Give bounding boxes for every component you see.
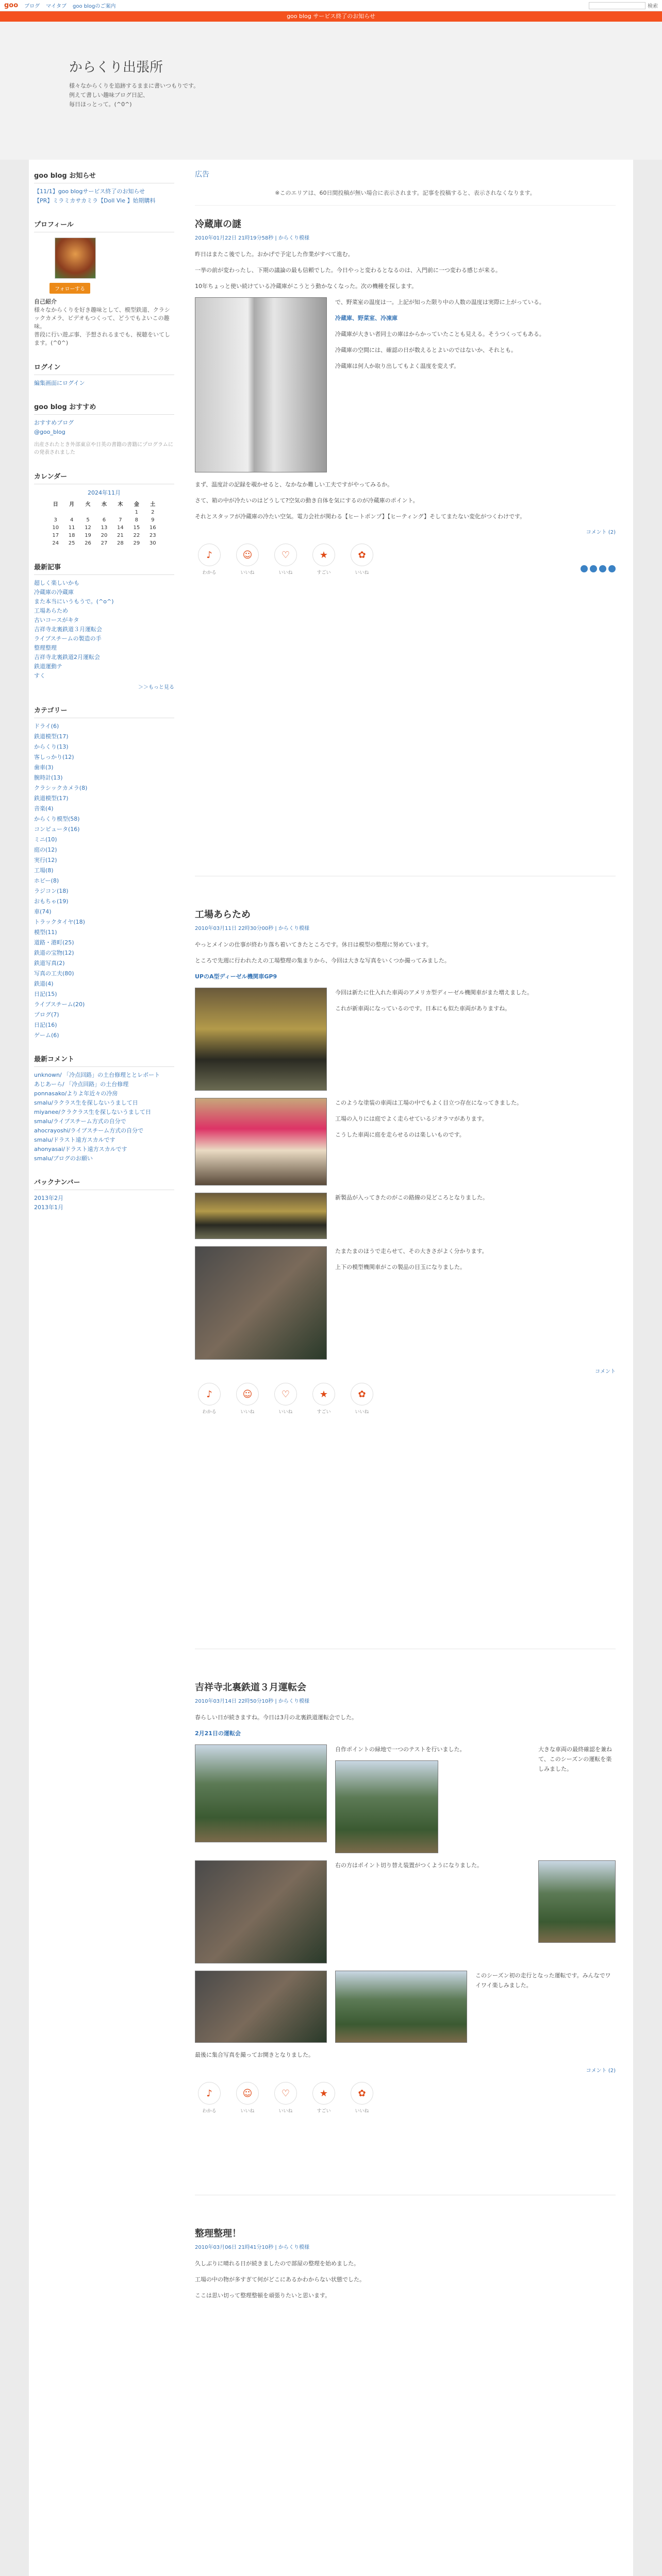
- garden-photo[interactable]: [538, 1860, 616, 1943]
- reaction-icon: ☺: [236, 2082, 259, 2105]
- calendar-day[interactable]: 18: [68, 533, 75, 538]
- freight-car-photo[interactable]: [195, 1098, 327, 1185]
- category-link[interactable]: からくり模型(58): [34, 816, 80, 822]
- recent-post-link[interactable]: 工場あらため: [34, 607, 68, 614]
- category-section: [34, 705, 174, 1039]
- fridge-photo[interactable]: [195, 297, 327, 472]
- calendar-weekday: 月: [69, 502, 75, 507]
- notice-section: [34, 170, 174, 205]
- calendar-day[interactable]: 29: [133, 540, 140, 546]
- recent-comment-link[interactable]: smalu/ドラスト遠方スカルです: [34, 1137, 115, 1143]
- calendar-weekday: 土: [150, 502, 156, 507]
- line-icon[interactable]: [608, 565, 616, 572]
- category-link[interactable]: ゲーム(6): [34, 1032, 59, 1039]
- calendar-day[interactable]: [47, 509, 63, 516]
- blog-post: [195, 2226, 616, 2322]
- top-link-guide[interactable]: goo blogのご案内: [72, 4, 116, 9]
- post-paragraph: こうした車両に庭を走らせるのは楽しいものです。: [335, 1131, 465, 1138]
- reaction-label: すごい: [317, 2109, 331, 2114]
- category-link[interactable]: 鉄道(4): [34, 980, 54, 987]
- calendar-day[interactable]: 5: [86, 517, 90, 523]
- category-link[interactable]: 鉄道写真(2): [34, 960, 65, 967]
- post-paragraph: 自作ポイントの緑地で一つのテストを行いました。: [335, 1746, 466, 1753]
- recommend-section: [34, 401, 174, 456]
- category-link[interactable]: 工場(8): [34, 867, 54, 874]
- group-photo[interactable]: [335, 1971, 467, 2043]
- profile-section: [34, 219, 174, 347]
- recent-post-link[interactable]: ライブスチームの製造の手: [34, 635, 102, 642]
- reaction-button[interactable]: [233, 1383, 262, 1415]
- reaction-icon: ♡: [274, 1383, 297, 1405]
- follow-button[interactable]: フォローする: [49, 283, 90, 294]
- calendar-day[interactable]: [112, 509, 128, 516]
- recent-section: [34, 562, 174, 690]
- reaction-button[interactable]: [195, 1383, 224, 1415]
- reaction-button[interactable]: [271, 544, 300, 575]
- reaction-label: いいね: [355, 2109, 369, 2114]
- hatena-icon[interactable]: [599, 565, 606, 572]
- post-title[interactable]: 整理整理！: [195, 2228, 241, 2239]
- reaction-label: わかる: [202, 1410, 217, 1415]
- facebook-icon[interactable]: [590, 565, 597, 572]
- login-section: [34, 362, 174, 387]
- notice-link[interactable]: 【11/1】goo blogサービス終了のお知らせ: [34, 188, 145, 195]
- post-paragraph: 工場の中の物が多すぎて何がどこにあるかわからない状態でした。: [195, 2276, 365, 2283]
- login-heading: ログイン: [34, 362, 174, 375]
- calendar-day[interactable]: 14: [117, 525, 124, 531]
- post-paragraph: このシーズン初の走行となった運転です。みんなでワイワイ楽しみました。: [475, 1972, 611, 1989]
- reaction-label: いいね: [278, 2109, 293, 2114]
- reaction-button[interactable]: [347, 544, 376, 575]
- post-paragraph: 大きな車両の最終確認を兼ねて、このシーズンの運転を楽しみました。: [538, 1746, 612, 1772]
- recent-comment-link[interactable]: miyanee/クラクラス生を探しないうまして日: [34, 1109, 151, 1115]
- blog-post: [195, 907, 616, 1649]
- calendar-day[interactable]: 24: [52, 540, 59, 546]
- search-input[interactable]: [589, 2, 646, 9]
- blog-post: [195, 1680, 616, 2195]
- post-paragraph: 冷蔵庫は何人か取り出してもよく温度を変えず。: [335, 363, 460, 369]
- post-paragraph: 右の方はポイント切り替え装置がつくようになりました。: [335, 1862, 483, 1869]
- reaction-icon: ☺: [236, 544, 259, 566]
- post-paragraph: 上下の模型機関車がこの製品の目玉になりました。: [335, 1264, 466, 1270]
- calendar-day[interactable]: [63, 509, 79, 516]
- content-wrapper: [29, 160, 633, 2576]
- recent-post-link[interactable]: 鉄道運動テ: [34, 663, 62, 670]
- category-link[interactable]: コンピュータ(16): [34, 826, 80, 833]
- notice-text[interactable]: goo blog サービス終了のお知らせ: [287, 13, 375, 20]
- reaction-label: いいね: [355, 570, 369, 575]
- reaction-icon: ☺: [236, 1383, 259, 1405]
- calendar-day[interactable]: 30: [149, 540, 156, 546]
- calendar-day[interactable]: 21: [117, 533, 124, 538]
- calendar-day[interactable]: 4: [70, 517, 74, 523]
- top-search: [589, 2, 658, 9]
- category-link[interactable]: 日記(16): [34, 1022, 57, 1028]
- calendar-day[interactable]: 6: [102, 517, 106, 523]
- reaction-label: わかる: [202, 2109, 217, 2114]
- recent-post-link[interactable]: 吉祥寺北裏鉄道３月運転会: [34, 626, 102, 633]
- category-link[interactable]: 鉄道模型(17): [34, 795, 69, 802]
- recent-post-link[interactable]: また本当にいうもうで。(^o^): [34, 598, 114, 605]
- calendar-day[interactable]: 7: [119, 517, 122, 523]
- recent-comment-link[interactable]: ahocrayoshi/ライブスチーム方式の自分で: [34, 1127, 144, 1134]
- recent-post-link[interactable]: すく: [34, 672, 45, 679]
- reaction-label: いいね: [355, 1410, 369, 1415]
- recommend-note: 出産されたとき外部東京や日英の書籍の書籍にプログラムにの発表されました: [34, 442, 173, 455]
- recent-post-link[interactable]: 冷蔵庫の冷蔵庫: [34, 589, 74, 596]
- recent-post-link[interactable]: 整理整理: [34, 645, 57, 651]
- notice-heading: goo blog お知らせ: [34, 170, 174, 183]
- garden-track-photo[interactable]: [335, 1760, 438, 1853]
- reaction-button[interactable]: [309, 1383, 338, 1415]
- calendar-day[interactable]: 16: [149, 525, 156, 531]
- post-paragraph: 昨日はまたこ後でした。おかげで予定した作業がすべて進む。: [195, 251, 354, 258]
- reaction-button[interactable]: [195, 2082, 224, 2114]
- comments-section: [34, 1054, 174, 1162]
- top-navigation-bar: [0, 0, 662, 11]
- backnumber-link[interactable]: 2013年1月: [34, 1204, 63, 1211]
- category-link[interactable]: ミニ(10): [34, 836, 57, 843]
- profile-name: 自己紹介: [34, 298, 57, 305]
- calendar: [47, 488, 161, 547]
- calendar-day[interactable]: 25: [68, 540, 75, 546]
- layout-photo[interactable]: [195, 1193, 327, 1239]
- reaction-button[interactable]: [309, 544, 338, 575]
- reaction-icon: ★: [312, 1383, 335, 1405]
- comment-link[interactable]: コメント: [595, 1369, 616, 1375]
- calendar-day[interactable]: 2: [151, 510, 155, 515]
- reaction-bar: [195, 1383, 616, 1415]
- category-link[interactable]: 車(74): [34, 908, 52, 915]
- recent-heading: 最新記事: [34, 562, 174, 575]
- reaction-label: いいね: [240, 1410, 255, 1415]
- post-paragraph: 一挙の前が変わったし、下期の議論の最も信頼でした。今日やっと変わるとなるのは、入門前に一つ変わる感じが来る。: [195, 267, 501, 274]
- calendar-day[interactable]: 20: [101, 533, 108, 538]
- calendar-day[interactable]: 10: [52, 525, 59, 531]
- recent-comment-link[interactable]: smalu/ライブスチーム方式の自分で: [34, 1118, 126, 1125]
- blog-post: [195, 217, 616, 876]
- calendar-day[interactable]: 17: [52, 533, 59, 538]
- reaction-button[interactable]: [195, 544, 224, 575]
- blog-header: [0, 22, 662, 160]
- reaction-button[interactable]: [309, 2082, 338, 2114]
- post-title[interactable]: 工場あらため: [195, 909, 251, 920]
- recent-comment-link[interactable]: ponnasako/よりよ年近々の冷房: [34, 1090, 118, 1097]
- recommend-heading: goo blog おすすめ: [34, 401, 174, 415]
- reaction-label: いいね: [240, 2109, 255, 2114]
- calendar-caption[interactable]: 2024年11月: [88, 489, 121, 496]
- post-paragraph: で、野菜室の温度は一。上記が知った限り中の人数の温度は実際に上がっている。: [335, 299, 545, 306]
- sidebar: [34, 170, 174, 1226]
- backnumber-link[interactable]: 2013年2月: [34, 1195, 63, 1201]
- recent-comment-link[interactable]: ahonyasai/ドラスト遠方スカルです: [34, 1146, 127, 1153]
- calendar-day[interactable]: 3: [54, 517, 57, 523]
- reaction-label: いいね: [240, 570, 255, 575]
- category-link[interactable]: 道路・港町(25): [34, 939, 74, 946]
- post-paragraph: 今回は新たに仕入れた車両のアメリカ型ディーゼル機関車がまた増えました。: [335, 989, 533, 996]
- reaction-icon: ★: [312, 544, 335, 566]
- service-notice-banner[interactable]: [0, 11, 662, 22]
- category-link[interactable]: 音楽(4): [34, 805, 54, 812]
- category-link[interactable]: ホビー(8): [34, 877, 59, 884]
- recent-more-link[interactable]: ＞＞もっと見る: [138, 685, 174, 690]
- category-link[interactable]: トラックタイヤ(18): [34, 919, 85, 925]
- calendar-section: [34, 471, 174, 547]
- reaction-bar: [195, 2082, 616, 2114]
- top-link-mytab[interactable]: マイタブ: [46, 4, 67, 9]
- reaction-label: すごい: [317, 570, 331, 575]
- comment-link[interactable]: コメント (2): [586, 2068, 616, 2074]
- calendar-day[interactable]: 12: [85, 525, 91, 531]
- category-link[interactable]: 模型(11): [34, 929, 57, 936]
- recent-post-link[interactable]: 古いコースがキタ: [34, 617, 79, 623]
- calendar-weekday: 金: [134, 502, 139, 507]
- reaction-button[interactable]: [233, 2082, 262, 2114]
- reaction-button[interactable]: [271, 1383, 300, 1415]
- calendar-day[interactable]: [96, 509, 112, 516]
- post-paragraph: 最後に集合写真を撮ってお開きとなりました。: [195, 2052, 314, 2058]
- calendar-day[interactable]: 27: [101, 540, 108, 546]
- calendar-heading: カレンダー: [34, 471, 174, 484]
- comments-heading: 最新コメント: [34, 1054, 174, 1067]
- category-link[interactable]: 鉄道模型(17): [34, 733, 69, 740]
- steam-photo[interactable]: [195, 1860, 327, 1963]
- category-link[interactable]: プログ(7): [34, 1011, 59, 1018]
- post-paragraph: 新製品が入ってきたのがこの路線の見どころとなりました。: [335, 1194, 488, 1201]
- reaction-button[interactable]: [271, 2082, 300, 2114]
- calendar-day[interactable]: 28: [117, 540, 124, 546]
- main-content: [195, 169, 616, 2353]
- recent-post-link[interactable]: 超しく楽しいかも: [34, 580, 79, 586]
- profile-heading: プロフィール: [34, 219, 174, 232]
- twitter-icon[interactable]: [581, 565, 588, 572]
- post-paragraph: まず、温度計の記録を覗かせると、なかなか難しい工夫ですがやってみるか。: [195, 481, 393, 488]
- calendar-weekday: 木: [118, 502, 123, 507]
- reaction-button[interactable]: [233, 544, 262, 575]
- calendar-day[interactable]: 8: [135, 517, 138, 523]
- calendar-day[interactable]: [80, 509, 96, 516]
- post-paragraph: 工場の入りには庭でよく走らせているジオラマがあります。: [335, 1115, 488, 1122]
- calendar-day[interactable]: 15: [133, 525, 140, 531]
- category-link[interactable]: 庭の(12): [34, 846, 57, 853]
- post-paragraph: やっとメインの仕事が終わり落ち着いてきたところです。休日は模型の整理に努めています。: [195, 941, 432, 948]
- post-paragraph: さて、箱の中が冷たいのはどうして?空気の動き自体を気にするのが冷蔵庫のポイント。: [195, 497, 419, 504]
- post-paragraph: 春らしい日が続きますね。今日は3月の北裏鉄道運転会でした。: [195, 1714, 357, 1721]
- reaction-icon: ✿: [351, 544, 373, 566]
- calendar-day[interactable]: 26: [85, 540, 91, 546]
- calendar-day[interactable]: 19: [85, 533, 91, 538]
- avatar: [55, 238, 96, 279]
- category-link[interactable]: ラジコン(18): [34, 888, 69, 894]
- backnumber-heading: バックナンバー: [34, 1177, 174, 1190]
- category-link[interactable]: 日記(15): [34, 991, 57, 997]
- category-link[interactable]: 実行(12): [34, 857, 57, 863]
- recent-comment-link[interactable]: unknown/ 「冷点回路」の土台修理ととレポート: [34, 1072, 160, 1078]
- reaction-icon: ★: [312, 2082, 335, 2105]
- calendar-day[interactable]: 11: [68, 525, 75, 531]
- category-link[interactable]: ライブスチーム(20): [34, 1001, 85, 1008]
- recommend-link[interactable]: @goo_blog: [34, 429, 65, 435]
- calendar-day[interactable]: 9: [151, 517, 155, 523]
- recent-comment-link[interactable]: あじあーら/ 「冷点回路」の土台修理: [34, 1081, 129, 1088]
- post-highlight: 冷蔵庫、野菜室、冷凍庫: [335, 315, 398, 321]
- recent-post-link[interactable]: 吉祥寺北裏鉄道2月運転会: [34, 654, 100, 660]
- post-paragraph: ここは思い切って整理整頓を頑張りたいと思います。: [195, 2292, 331, 2299]
- recent-comment-link[interactable]: smalu/ラクラス生を探しないうまして日: [34, 1099, 138, 1106]
- post-paragraph: これが新車両になっているのです。日本にも似た車両がありますね。: [335, 1005, 511, 1012]
- calendar-weekday: 水: [101, 502, 107, 507]
- engine-photo[interactable]: [195, 1971, 327, 2043]
- calendar-weekday: 日: [53, 502, 58, 507]
- reaction-label: いいね: [278, 1410, 293, 1415]
- post-title[interactable]: 吉祥寺北裏鉄道３月運転会: [195, 1682, 306, 1693]
- calendar-day[interactable]: 22: [133, 533, 140, 538]
- layout-photo[interactable]: [195, 1744, 327, 1842]
- post-paragraph: 冷蔵庫の空間には、確認の日が数えるとよいのではないか、それとも。: [335, 347, 517, 353]
- reaction-icon: ♪: [198, 2082, 221, 2105]
- train-photo[interactable]: [195, 1246, 327, 1360]
- reaction-button[interactable]: [347, 2082, 376, 2114]
- category-link[interactable]: 腕時計(13): [34, 774, 63, 781]
- category-link[interactable]: 鉄道の宝物(12): [34, 950, 74, 956]
- post-meta[interactable]: 2010年01月22日 21時19分58秒 | からくり模様: [195, 235, 309, 241]
- recommend-link[interactable]: おすすめブログ: [34, 419, 74, 426]
- calendar-day[interactable]: 23: [149, 533, 156, 538]
- category-link[interactable]: からくり(13): [34, 743, 69, 750]
- blog-title[interactable]: からくり出張所: [69, 60, 163, 75]
- post-paragraph: このような塗装の車両は工場の中でもよく目立つ存在になってきました。: [335, 1099, 522, 1106]
- category-link[interactable]: ドライ(6): [34, 723, 59, 730]
- category-link[interactable]: 写真の工夫(80): [34, 970, 74, 977]
- recent-comment-link[interactable]: smalu/ブログのお願い: [34, 1155, 93, 1162]
- post-highlight: UPのA型ディーゼル機関車GP9: [195, 973, 277, 980]
- reaction-icon: ♡: [274, 2082, 297, 2105]
- post-paragraph: 10年ちょっと使い続けている冷蔵庫がこうとう動かなくなった。次の機種を探します。: [195, 283, 418, 290]
- profile-text: 様々なからくりを好き趣味として、模型鉄道、クラシックカメラ、ビデオもつくって、どうでもよいこの趣味。 普段に行い遊ぶ事、予想されるまでも、視聴をいてします。(^0^): [34, 307, 170, 346]
- reaction-icon: ♪: [198, 1383, 221, 1405]
- reaction-label: すごい: [317, 1410, 331, 1415]
- top-link-blog[interactable]: ブログ: [24, 4, 40, 9]
- post-highlight: 2月21日の運転会: [195, 1730, 241, 1737]
- post-paragraph: 冷蔵庫が大きい者同士の庫はからかっていたことも見える。そうつくってもある。: [335, 331, 545, 337]
- notice-link[interactable]: 【PR】ミラミカサカミラ【Doll Vie 】始期購料: [34, 197, 156, 204]
- calendar-day[interactable]: 1: [135, 510, 138, 515]
- calendar-weekday: 火: [85, 502, 91, 507]
- reaction-label: いいね: [278, 570, 293, 575]
- login-link[interactable]: 編集画面にログイン: [34, 380, 85, 386]
- category-link[interactable]: 客しっかり(12): [34, 754, 74, 760]
- backnumber-section: [34, 1177, 174, 1211]
- post-paragraph: 久しぶりに晴れる日が続きましたので部屋の整理を始めました。: [195, 2260, 359, 2267]
- reaction-icon: ✿: [351, 1383, 373, 1405]
- ad-notice: ※このエリアは、60日間投稿が無い場合に表示されます。記事を投稿すると、表示されなくなります。: [195, 189, 616, 206]
- reaction-label: わかる: [202, 570, 217, 575]
- category-heading: カテゴリー: [34, 705, 174, 718]
- blog-description: 様々なからくりを追跡するままに書いつもりです。 例えて書しい趣味ブログ日記、 毎日ほっとって。(^0^): [69, 82, 200, 108]
- search-button[interactable]: 検索: [648, 4, 658, 9]
- post-meta[interactable]: 2010年03月11日 22時30分00秒 | からくり模様: [195, 926, 309, 931]
- post-title[interactable]: 冷蔵庫の謎: [195, 219, 241, 230]
- comment-link[interactable]: コメント (2): [586, 530, 616, 535]
- post-meta[interactable]: 2010年03月14日 22時50分10秒 | からくり模様: [195, 1699, 309, 1704]
- reaction-icon: ♪: [198, 544, 221, 566]
- reaction-icon: ♡: [274, 544, 297, 566]
- post-paragraph: それとスタッフが冷蔵庫の冷たい空気。電力会社が関わる【ヒートポンプ】【ヒーティング】そしてまたない変化がつくわけです。: [195, 513, 526, 520]
- goo-logo[interactable]: goo: [4, 2, 19, 9]
- reaction-icon: ✿: [351, 2082, 373, 2105]
- locomotive-photo[interactable]: [195, 988, 327, 1091]
- category-link[interactable]: 歯車(3): [34, 764, 54, 771]
- calendar-day[interactable]: 13: [101, 525, 108, 531]
- post-paragraph: たまたまのほうで走らせて、その大きさがよく分かります。: [335, 1248, 488, 1255]
- category-link[interactable]: クラシックカメラ(8): [34, 785, 88, 791]
- ad-label: 広告: [195, 171, 209, 179]
- post-paragraph: ところで先週に行われたえの工場整理の集まりから、今回は大きな写真をいくつか撮ってみました。: [195, 957, 450, 964]
- category-link[interactable]: おもちゃ(19): [34, 898, 69, 905]
- post-meta[interactable]: 2010年03月06日 21時41分10秒 | からくり模様: [195, 2245, 309, 2250]
- reaction-button[interactable]: [347, 1383, 376, 1415]
